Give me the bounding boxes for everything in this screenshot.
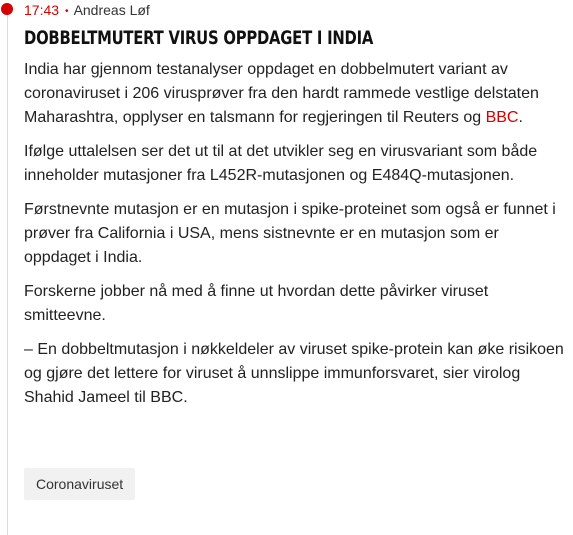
paragraph-4: Forskerne jobber nå med å finne ut hvordan dette påvirker viruset smitteevne. bbox=[24, 283, 489, 324]
post-headline: DOBBELTMUTERT VIRUS OPPDAGET I INDIA bbox=[24, 27, 374, 49]
paragraph-1-text: India har gjennom testanalyser oppdaget en dobbelmutert variant av coronaviruset i 206 virusprøver fra den hardt rammede vestlige delstaten Maharashtra, opplyser en talsmann for regjeringen til Reuters og bbox=[24, 61, 539, 126]
post-meta bbox=[24, 1, 150, 19]
paragraph-3: Førstnevnte mutasjon er en mutasjon i spike-proteinet som også er funnet i prøver fra California i USA, mens sistnevnte er en mutasjon som er oppdaget i India. bbox=[24, 201, 556, 266]
bbc-link[interactable]: BBC bbox=[485, 109, 519, 126]
paragraph-1-end: . bbox=[518, 109, 523, 126]
post-body bbox=[24, 58, 569, 420]
paragraph-5: – En dobbeltmutasjon i nøkkeldeler av viruset spike-protein kan øke risikoen og gjøre det lettere for viruset å unnslippe immunforsvaret, sier virolog Shahid Jameel til BBC. bbox=[24, 341, 564, 406]
timeline-line bbox=[7, 10, 8, 535]
post-time: 17:43 bbox=[24, 2, 60, 18]
tag-coronaviruset-button[interactable]: Coronaviruset bbox=[24, 468, 135, 500]
post-author: Andreas Løf bbox=[73, 2, 150, 18]
paragraph-2: Ifølge uttalelsen ser det ut til at det utvikler seg en virusvariant som både inneholder mutasjoner fra L452R-mutasjonen og E484Q-mutasjonen. bbox=[24, 143, 538, 184]
meta-separator: • bbox=[65, 6, 69, 17]
paragraph-1 bbox=[24, 58, 569, 130]
timeline-dot-icon bbox=[1, 3, 13, 15]
